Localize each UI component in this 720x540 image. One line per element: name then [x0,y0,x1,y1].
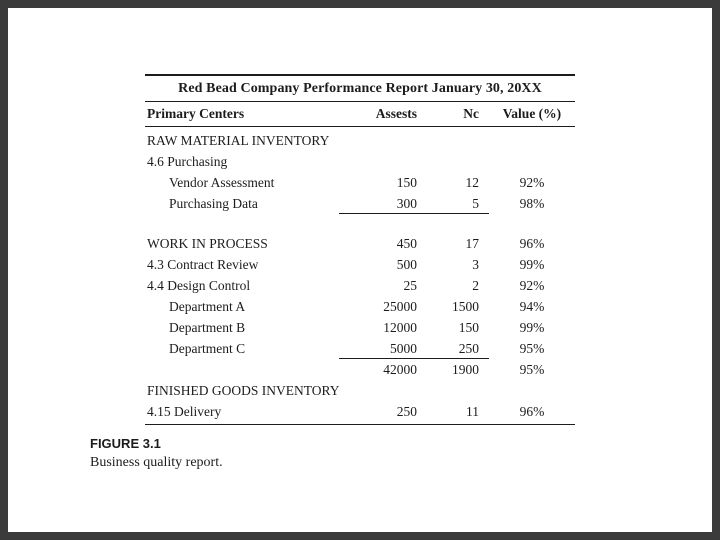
column-header-assests: Assests [375,106,417,121]
table-row [145,317,575,338]
cell-assests: 25000 [383,299,417,314]
cell-assests: 250 [396,404,417,419]
cell-assests [339,214,431,233]
table-row [145,254,575,275]
table-row [145,359,575,380]
cell-assests [339,151,431,172]
cell-nc: 2 [472,278,479,293]
cell-nc: 3 [472,257,479,272]
table-row [145,275,575,296]
cell-primary-center: Purchasing Data [169,196,258,211]
table-row [145,338,575,359]
column-header-value: Value (%) [502,106,562,121]
table-row [145,296,575,317]
cell-primary-center: 4.4 Design Control [147,278,251,293]
cell-nc: 12 [465,175,479,190]
cell-primary-center: Department A [169,299,246,314]
cell-nc [431,130,489,151]
cell-value: 99% [519,257,545,272]
cell-nc: 1900 [452,362,479,377]
cell-assests: 5000 [339,338,431,359]
cell-primary-center: Department B [169,320,246,335]
cell-primary-center [145,214,339,233]
cell-primary-center: RAW MATERIAL INVENTORY [147,133,330,148]
table-header-row [145,102,575,127]
cell-nc: 17 [465,236,479,251]
cell-value: 95% [519,362,545,377]
column-header-primary-centers: Primary Centers [147,106,245,121]
cell-value: 99% [519,320,545,335]
table-row [145,233,575,254]
cell-value: 98% [519,196,545,211]
table-row [145,172,575,193]
cell-nc [431,380,489,401]
cell-nc: 11 [466,404,479,419]
cell-assests: 42000 [383,362,417,377]
cell-primary-center: 4.3 Contract Review [147,257,259,272]
cell-value [489,214,575,233]
table-row [145,214,575,233]
cell-value: 92% [519,278,545,293]
cell-assests: 25 [403,278,417,293]
cell-value: 92% [519,175,545,190]
cell-primary-center: 4.15 Delivery [147,404,222,419]
cell-assests: 150 [396,175,417,190]
figure-caption-label: FIGURE 3.1 [90,436,161,451]
table-row [145,130,575,151]
cell-assests: 450 [396,236,417,251]
cell-nc [431,214,489,233]
cell-assests [339,130,431,151]
cell-value: 96% [519,236,545,251]
table-row [145,380,575,401]
document-page [8,8,712,532]
table-rows [145,127,575,422]
cell-value [489,130,575,151]
table-title: Red Bead Company Performance Report January 30, 20XX [145,76,575,102]
cell-value: 94% [519,299,545,314]
cell-nc: 5 [431,193,489,214]
cell-assests: 300 [339,193,431,214]
cell-primary-center [145,359,339,380]
table-row [145,401,575,422]
figure-caption-text: Business quality report. [90,455,223,470]
cell-primary-center: 4.6 Purchasing [147,154,228,169]
cell-assests [340,380,432,401]
cell-nc: 1500 [452,299,479,314]
table-row [145,193,575,214]
cell-nc: 150 [458,320,479,335]
cell-assests: 500 [396,257,417,272]
performance-report-table [145,74,575,425]
cell-nc [431,151,489,172]
cell-primary-center: WORK IN PROCESS [147,236,268,251]
cell-value [489,380,575,401]
cell-primary-center: Vendor Assessment [169,175,275,190]
cell-primary-center: FINISHED GOODS INVENTORY [147,383,340,398]
cell-nc: 250 [431,338,489,359]
table-bottom-rule [145,424,575,425]
cell-primary-center: Department C [169,341,246,356]
column-header-nc: Nc [463,106,479,121]
cell-value: 95% [519,341,545,356]
figure-caption [90,436,390,471]
cell-value: 96% [519,404,545,419]
table-row [145,151,575,172]
cell-assests: 12000 [383,320,417,335]
cell-value [489,151,575,172]
